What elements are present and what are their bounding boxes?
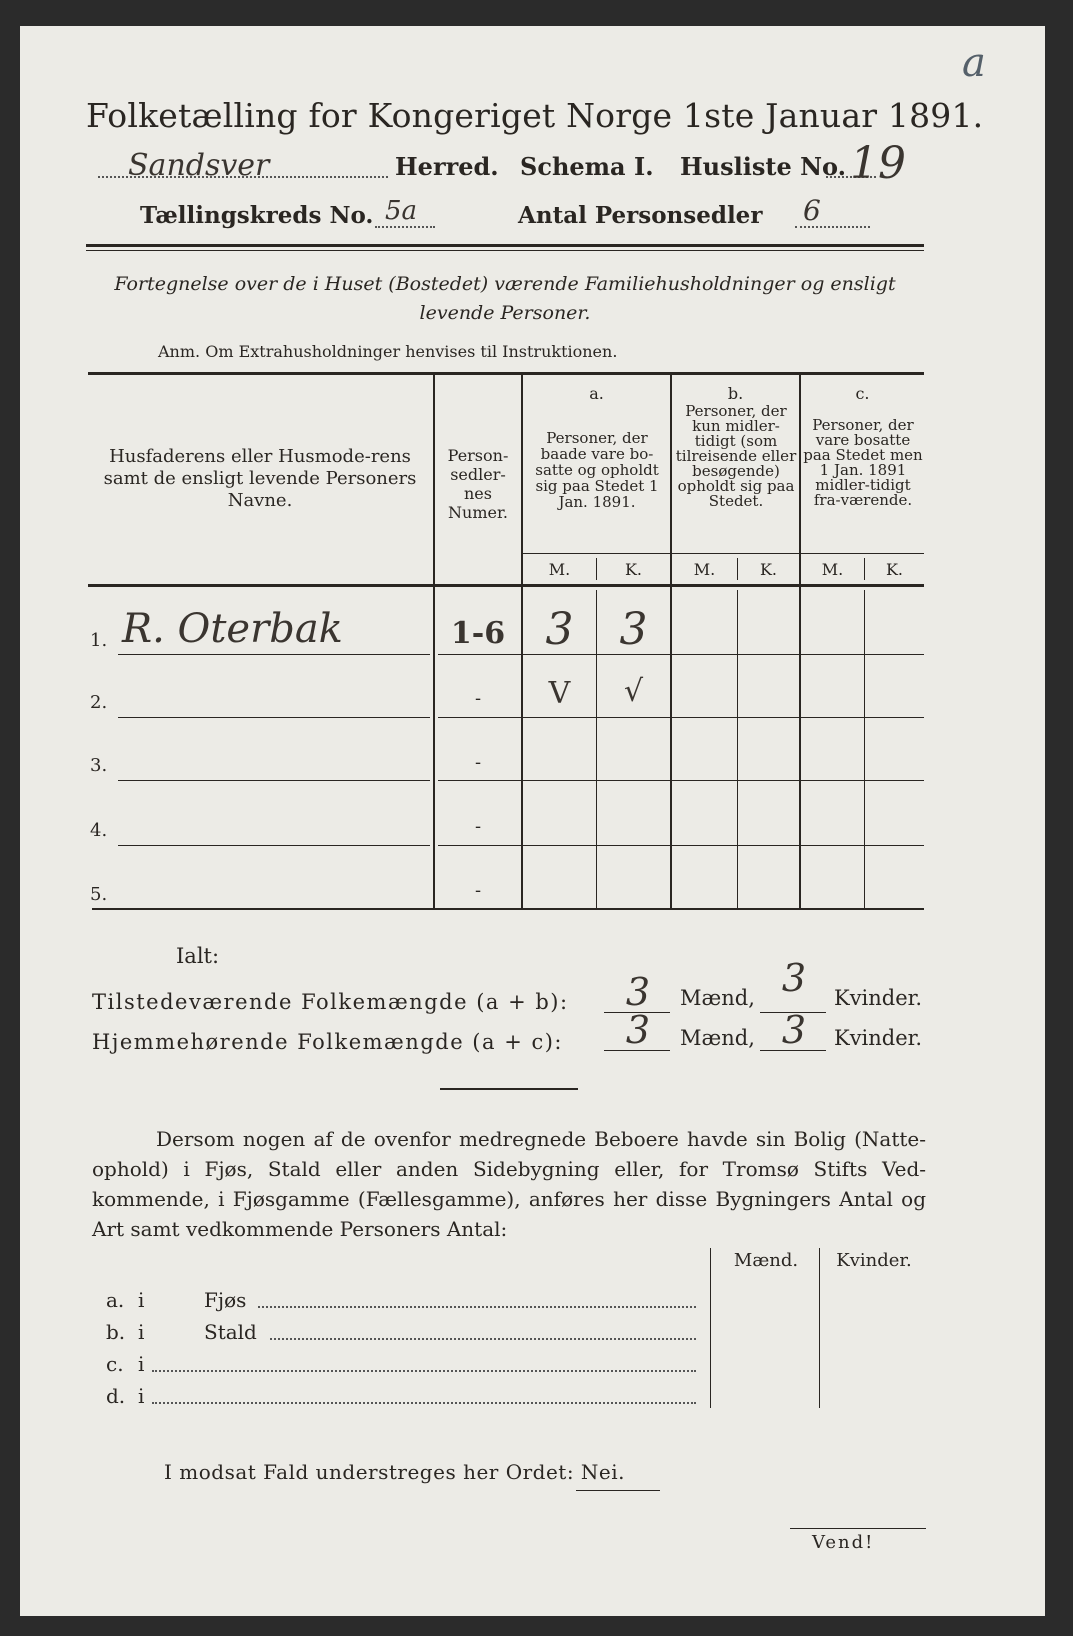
nei-underline <box>576 1490 660 1491</box>
bld-item-a-dots <box>258 1306 696 1308</box>
section-divider <box>440 1088 578 1090</box>
hjemme-maend-value: 3 <box>625 1008 651 1052</box>
col-divider-3 <box>670 375 672 910</box>
bld-item-c-dots <box>152 1370 696 1372</box>
antal-label: Antal Personsedler <box>518 202 763 229</box>
bld-item-a-prefix: i <box>138 1288 145 1312</box>
subcol-c <box>864 590 865 908</box>
b-k-label: K. <box>759 560 778 579</box>
col-divider-4 <box>799 375 801 910</box>
row-line-3 <box>118 780 430 781</box>
herred-label: Herred. <box>395 152 499 181</box>
row-1-name: R. Oterbak <box>122 606 343 652</box>
corner-mark: a <box>962 40 986 86</box>
husliste-value: 19 <box>850 138 906 189</box>
row-line-4 <box>118 845 430 846</box>
a-m-label: M. <box>548 560 571 579</box>
bld-divider-1 <box>710 1248 711 1408</box>
row-line-4b <box>438 845 924 846</box>
c-k-label: K. <box>885 560 904 579</box>
bld-item-c-letter: c. <box>106 1352 124 1376</box>
b-m-label: M. <box>693 560 716 579</box>
row-5-numer: - <box>474 880 482 901</box>
herred-value: Sandsver <box>128 148 270 183</box>
nei-sentence: I modsat Fald understreges her Ordet: Nei. <box>164 1460 626 1484</box>
col-c-header: Personer, der vare bosatte paa Stedet men 1 Jan. 1891 midler-tidigt fra-værende. <box>803 416 923 509</box>
bld-divider-2 <box>819 1248 820 1408</box>
vend-rule <box>790 1528 926 1529</box>
row-1-number: 1. <box>90 630 108 651</box>
row-line-5 <box>92 908 924 910</box>
col-a-header: Personer, der baade vare bo-satte og opholdt sig paa Stedet 1 Jan. 1891. <box>535 429 659 511</box>
hjemme-kvinder-value: 3 <box>781 1008 807 1052</box>
col-c-letter: c. <box>855 384 870 403</box>
row-1-a-m: 3 <box>545 604 574 655</box>
antal-value: 6 <box>803 194 821 227</box>
bld-item-d-letter: d. <box>106 1384 126 1408</box>
row-4-number: 4. <box>90 820 108 841</box>
row-line-2 <box>118 717 430 718</box>
header-rule-top <box>86 244 924 247</box>
col-num-header: Person-sedler-nes Numer. <box>447 446 509 522</box>
header-rule-bottom <box>86 250 924 251</box>
schema-label: Schema I. <box>520 152 654 181</box>
tilstede-maend-value: 3 <box>625 970 651 1014</box>
tilstede-kvinder-value: 3 <box>781 956 807 1000</box>
hjemme-maend-word: Mænd, <box>680 1026 755 1050</box>
row-line-1b <box>438 654 924 655</box>
bld-kvinder-header: Kvinder. <box>836 1250 912 1271</box>
row-3-number: 3. <box>90 755 108 776</box>
taellingskreds-value: 5a <box>385 196 418 226</box>
bld-item-b-letter: b. <box>106 1320 126 1344</box>
tilstede-maend-word: Mænd, <box>680 986 755 1010</box>
bld-item-d-dots <box>152 1402 696 1404</box>
bld-maend-header: Mænd. <box>733 1250 799 1271</box>
row-line-1 <box>118 654 430 655</box>
bld-item-d-prefix: i <box>138 1384 145 1408</box>
row-line-2b <box>438 717 924 718</box>
row-4-numer: - <box>474 816 482 837</box>
col-name-header: Husfaderens eller Husmode-rens samt de ensligt levende Personers Navne. <box>103 446 417 511</box>
intro-text <box>86 270 924 328</box>
c-m-label: M. <box>821 560 844 579</box>
row-2-numer: - <box>474 688 482 709</box>
vend-text: Vend! <box>812 1532 875 1553</box>
anm-note: Anm. Om Extrahusholdninger henvises til Instruktionen. <box>158 342 618 361</box>
ialt-label: Ialt: <box>176 944 220 968</box>
row-line-3b <box>438 780 924 781</box>
mk-rule <box>523 553 924 554</box>
husliste-label: Husliste No. <box>680 152 846 181</box>
col-b-letter: b. <box>727 384 744 403</box>
tilstede-kvinder-word: Kvinder. <box>834 986 923 1010</box>
buildings-paragraph: Dersom nogen af de ovenfor medregnede Beboere havde sin Bolig (Natte-ophold) i Fjøs, Stald eller anden Sidebygning eller, for Tromsø Stifts Ved-kommende, i Fjøsgamme (Fællesgamme), anføres her disse Bygningers Antal og Art samt vedkommende Personers Antal: <box>92 1127 926 1241</box>
hjemme-kvinder-word: Kvinder. <box>834 1026 923 1050</box>
row-3-numer: - <box>474 752 482 773</box>
hjemme-label: Hjemmehørende Folkemængde (a + c): <box>92 1030 563 1054</box>
bld-item-b-dots <box>270 1338 696 1340</box>
row-2-number: 2. <box>90 692 108 713</box>
tilstede-label: Tilstedeværende Folkemængde (a + b): <box>92 990 569 1014</box>
taellingskreds-dotline <box>375 226 435 228</box>
census-form-page <box>20 26 1045 1616</box>
col-a-letter: a. <box>589 384 604 403</box>
form-title: Folketælling for Kongeriget Norge 1ste Januar 1891. <box>86 96 984 135</box>
row-2-a-k: √ <box>623 674 644 709</box>
intro-line-1: Fortegnelse over de i Huset (Bostedet) værende Familiehusholdninger og ensligt <box>114 273 896 295</box>
row-2-a-m: V <box>548 676 571 711</box>
intro-line-2: levende Personer. <box>419 302 591 324</box>
a-k-label: K. <box>624 560 643 579</box>
bld-item-b-label: Stald <box>204 1320 257 1344</box>
row-1-numer: 1-6 <box>450 616 506 651</box>
row-5-number: 5. <box>90 884 108 905</box>
row-1-a-k: 3 <box>619 604 648 655</box>
bld-item-a-letter: a. <box>106 1288 125 1312</box>
taellingskreds-label: Tællingskreds No. <box>140 202 374 229</box>
col-divider-1 <box>433 375 435 910</box>
bld-item-b-prefix: i <box>138 1320 145 1344</box>
subcol-b <box>737 590 738 908</box>
bld-item-c-prefix: i <box>138 1352 145 1376</box>
col-b-header: Personer, der kun midler-tidigt (som tilreisende eller besøgende) opholdt sig paa Stedet. <box>675 402 797 510</box>
bld-item-a-label: Fjøs <box>204 1288 247 1312</box>
